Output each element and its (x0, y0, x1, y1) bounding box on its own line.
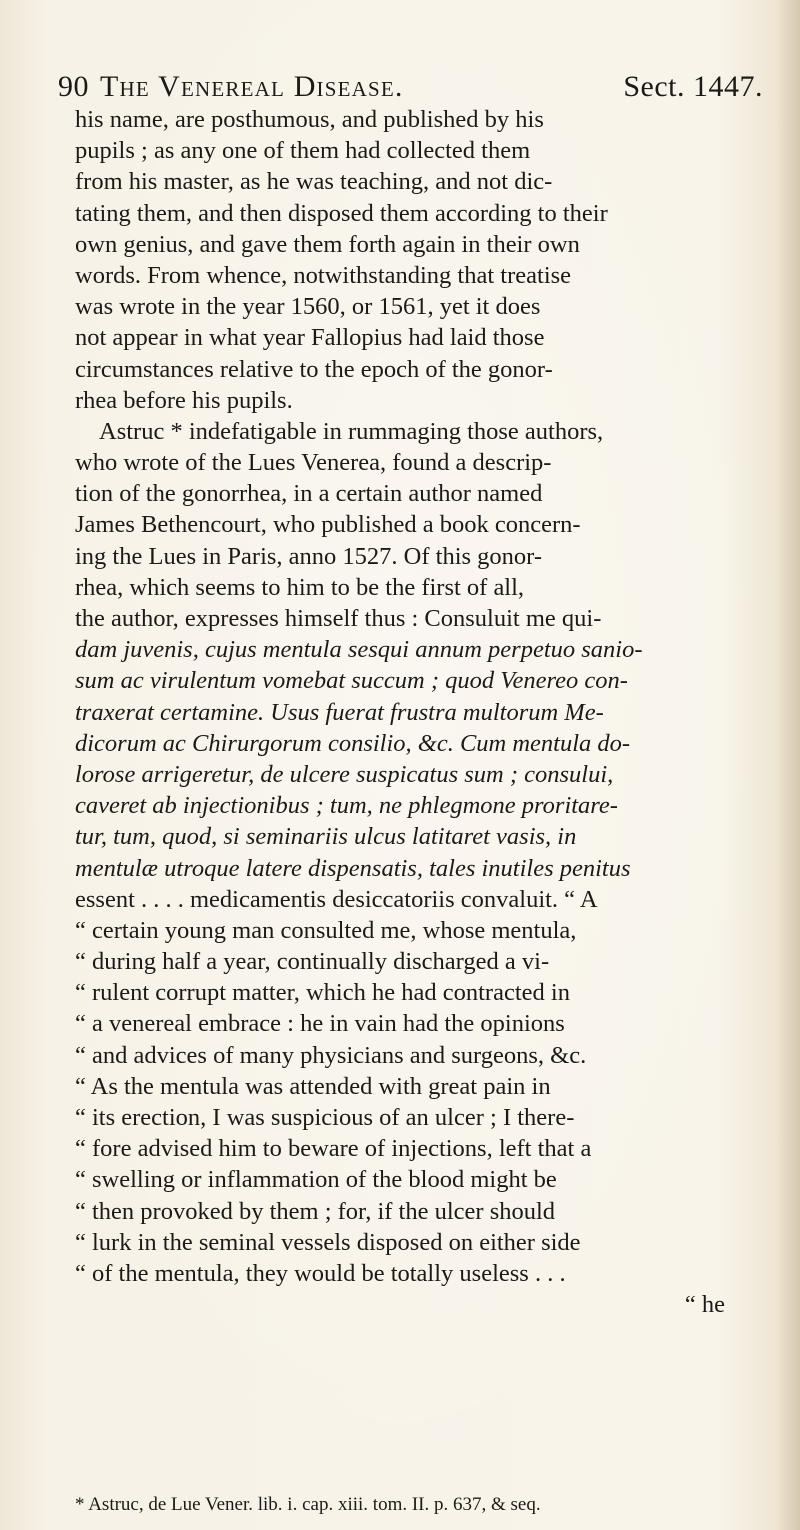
running-head (58, 64, 763, 108)
body-text (75, 104, 765, 1320)
quoted-line: “ swelling or inflammation of the blood might be (75, 1166, 557, 1194)
latin-quote-line: traxerat certamine. Usus fuerat frustra multorum Me- (75, 698, 604, 726)
text-line: rhea before his pupils. (75, 386, 293, 414)
text-line: rhea, which seems to him to be the first of all, (75, 573, 525, 601)
text-line: was wrote in the year 1560, or 1561, yet it does (75, 293, 541, 321)
latin-quote-line: caveret ab injectionibus ; tum, ne phlegmone proritare- (75, 792, 618, 820)
quoted-line: “ then provoked by them ; for, if the ulcer should (75, 1197, 556, 1225)
quoted-line: “ of the mentula, they would be totally useless . . . (75, 1259, 566, 1287)
latin-quote-line: dam juvenis, cujus mentula sesqui annum perpetuo sanio- (75, 636, 643, 664)
quoted-line: “ during half a year, continually discharged a vi- (75, 948, 550, 976)
latin-quote-line: lorose arrigeretur, de ulcere suspicatus sum ; consului, (75, 760, 614, 788)
catchword: “ he (684, 1291, 725, 1319)
text-line: not appear in what year Fallopius had laid those (75, 324, 545, 352)
page-edge-shadow (776, 0, 800, 1530)
quoted-line: “ a venereal embrace : he in vain had the opinions (75, 1010, 565, 1038)
text-line: tion of the gonorrhea, in a certain author named (75, 480, 543, 508)
quoted-line: “ fore advised him to beware of injections, left that a (75, 1135, 592, 1163)
latin-quote-line: tur, tum, quod, si seminariis ulcus latitaret vasis, in (75, 823, 577, 851)
text-line: from his master, as he was teaching, and not dic- (75, 168, 553, 196)
section-number: Sect. 1447. (623, 70, 763, 103)
paragraph-start-line: Astruc * indefatigable in rummaging those authors, (99, 417, 604, 445)
quoted-line: “ certain young man consulted me, whose mentula, (75, 916, 577, 944)
text-line: words. From whence, notwithstanding that treatise (75, 261, 572, 289)
text-line: who wrote of the Lues Venerea, found a descrip- (75, 449, 552, 477)
text-line: circumstances relative to the epoch of the gonor- (75, 355, 553, 383)
text-line: James Bethencourt, who published a book concern- (75, 511, 581, 539)
quoted-line: “ As the mentula was attended with great pain in (75, 1072, 551, 1100)
quoted-line: “ lurk in the seminal vessels disposed on either side (75, 1228, 581, 1256)
page-number: 90 (58, 70, 89, 103)
latin-quote-line: sum ac virulentum vomebat succum ; quod Venereo con- (75, 667, 628, 695)
latin-quote-line: dicorum ac Chirurgorum consilio, &c. Cum mentula do- (75, 729, 631, 757)
running-title: The Venereal Disease. (100, 70, 404, 103)
quoted-line: “ rulent corrupt matter, which he had contracted in (75, 979, 570, 1007)
quoted-line: “ its erection, I was suspicious of an ulcer ; I there- (75, 1104, 575, 1131)
quoted-line: “ and advices of many physicians and surgeons, &c. (75, 1041, 587, 1069)
text-line: ing the Lues in Paris, anno 1527. Of this gonor- (75, 542, 542, 570)
text-line: tating them, and then disposed them according to their (75, 199, 608, 227)
text-line: essent . . . . medicamentis desiccatoriis convaluit. “ A (75, 885, 598, 913)
latin-quote-line: mentulæ utroque latere dispensatis, tales inutiles penitus (75, 854, 631, 882)
text-line: his name, are posthumous, and published by his (75, 106, 544, 133)
text-line: the author, expresses himself thus : Consuluit me qui- (75, 605, 602, 632)
text-line: pupils ; as any one of them had collected them (75, 137, 531, 165)
footnote: * Astruc, de Lue Vener. lib. i. cap. xiii. tom. II. p. 637, & seq. (75, 1494, 541, 1515)
text-line: own genius, and gave them forth again in their own (75, 230, 580, 258)
